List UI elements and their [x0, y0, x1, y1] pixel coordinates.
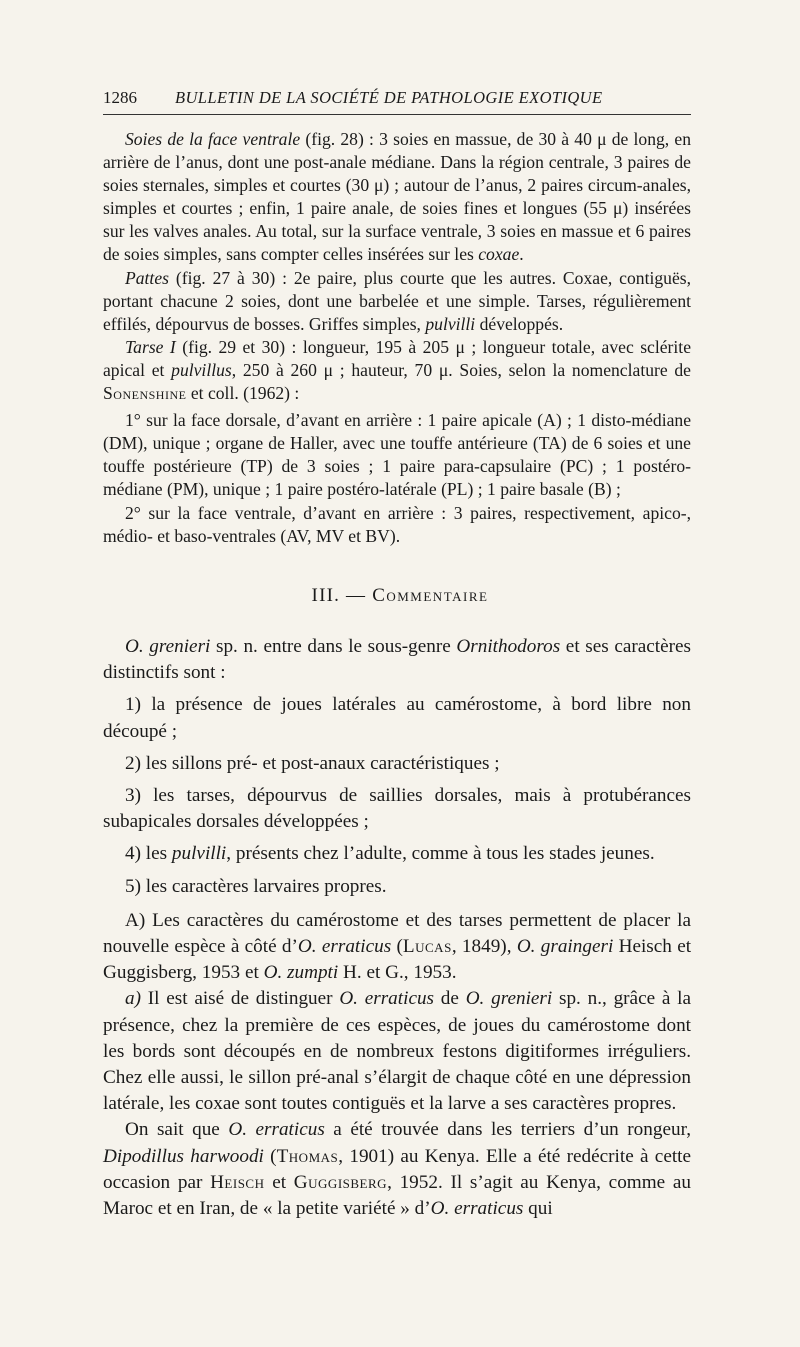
- paragraph-dorsal: 1° sur la face dorsale, d’avant en arrière : 1 paire apicale (A) ; 1 disto-médiane (DM), unique ; organe de Haller, avec une touffe antérieure (TA) de 6 soies et une touffe postérieure (TP) de 3 soies ; 1 paire para-capsulaire (PC) ; 1 postéro-médiane (PM), unique ; 1 paire postéro-latérale (PL) ; 1 paire basale (B) ;: [103, 410, 691, 500]
- species-dipodillus: Dipodillus harwoodi: [103, 1145, 264, 1167]
- term-coxae: coxae: [478, 244, 520, 265]
- author-sonenshine: Sonenshine: [103, 383, 187, 404]
- list-item-4-post: , présents chez l’adulte, comme à tous les stades jeunes.: [226, 843, 655, 865]
- text-last-2: a été trouvée dans les terriers d’un rongeur,: [324, 1119, 691, 1141]
- list-item-4-pre: 4) les: [125, 843, 172, 865]
- text-intro-2: et ses caractères distinctifs sont :: [103, 636, 691, 684]
- text-a-2: de: [434, 988, 466, 1010]
- genus-ornithodoros: Ornithodoros: [456, 636, 561, 657]
- text-A-5: H. et G., 1953.: [338, 962, 457, 984]
- paragraph-soies: [103, 128, 691, 267]
- species-zumpti: O. zumpti: [263, 962, 339, 984]
- page-header: [103, 86, 691, 110]
- list-item-1: 1) la présence de joues latérales au camérostome, à bord libre non découpé ;: [103, 694, 691, 742]
- section-number: III. —: [311, 585, 373, 606]
- term-pulvilli-2: pulvilli: [171, 843, 227, 865]
- running-head: BULLETIN DE LA SOCIÉTÉ DE PATHOLOGIE EXOTIQUE: [175, 88, 603, 107]
- paragraph-a: [103, 986, 691, 1117]
- term-pulvillus: pulvillus: [171, 359, 232, 380]
- term-pulvilli: pulvilli: [425, 313, 476, 334]
- species-grenieri: O. grenieri: [125, 636, 211, 657]
- section-name: Commentaire: [372, 585, 489, 606]
- author-thomas: Thomas: [276, 1145, 339, 1167]
- text-tarse-3: et coll. (1962) :: [186, 383, 300, 404]
- text-pattes-end: développés.: [475, 313, 564, 334]
- text-a-3: sp. n., grâce à la présence, chez la première de ces espèces, de joues du camérostome dont les bords sont découpés en de nombreux festons digitiformes irréguliers. Chez elle aussi, le sillon pré-anal s’élargit de chaque côté en une dépression latérale, les coxae sont toutes contiguës et la larve a ses caractères propres.: [103, 988, 691, 1115]
- list-item-4: [103, 841, 691, 867]
- text-last-6: , 1952. Il s’agit au Kenya, comme au Maroc et en Iran, de « la petite variété » d’: [103, 1171, 691, 1220]
- section-title: [0, 585, 800, 607]
- species-grenieri-2: O. grenieri: [465, 988, 553, 1010]
- author-heisch: Heisch: [210, 1171, 265, 1193]
- text-A-4: Heisch et Guggisberg, 1953 et: [103, 936, 692, 984]
- text-soies-end: .: [519, 244, 524, 265]
- list-item-5: 5) les caractères larvaires propres.: [125, 875, 387, 897]
- paragraph-A: [103, 908, 691, 987]
- heading-pattes: Pattes: [125, 267, 169, 288]
- paragraph-ventral: 2° sur la face ventrale, d’avant en arrière : 3 paires, respectivement, apico-, médio- et baso-ventrales (AV, MV et BV).: [103, 502, 691, 546]
- text-A-3: , 1849),: [451, 936, 517, 958]
- species-erraticus: O. erraticus: [297, 936, 392, 958]
- paragraph-pattes: [103, 267, 691, 336]
- text-intro-1: sp. n. entre dans le sous-genre: [210, 636, 457, 657]
- text-last-3: (: [263, 1145, 277, 1167]
- text-last-4: , 1901) au Kenya. Elle a été redécrite à cette occasion par: [103, 1145, 692, 1193]
- text-a-1: Il est aisé de distinguer: [140, 988, 340, 1010]
- species-graingeri: O. graingeri: [516, 936, 614, 958]
- heading-soies: Soies de la face ventrale: [125, 129, 301, 149]
- heading-tarse: Tarse I: [125, 336, 176, 357]
- author-lucas: Lucas: [402, 936, 452, 958]
- header-rule: [103, 114, 691, 115]
- paragraph-tarse: [103, 336, 691, 405]
- text-A-2: (: [391, 936, 403, 958]
- list-item-3: 3) les tarses, dépourvus de saillies dorsales, mais à protubérances subapicales dorsales développées ;: [103, 785, 691, 833]
- species-erraticus-2: O. erraticus: [339, 988, 435, 1010]
- text-soies: (fig. 28) : 3 soies en massue, de 30 à 40 μ de long, en arrière de l’anus, dont une post-anale médiane. Dans la région centrale, 3 paires de soies sternales, simples et courtes (30 μ) ; autour de l’anus, 2 paires circum-anales, simples et courtes ; enfin, 1 paire anale, de soies fines et longues (55 μ) insérées sur les valves anales. Au total, sur la surface ventrale, 3 soies en massue et 6 paires de soies simples, sans compter celles insérées sur les: [103, 129, 691, 265]
- commentary-block: [103, 634, 691, 1222]
- description-block: [103, 128, 691, 548]
- list-item-2: 2) les sillons pré- et post-anaux caractéristiques ;: [125, 752, 500, 774]
- author-guggisberg: Guggisberg: [293, 1171, 388, 1193]
- text-pattes: (fig. 27 à 30) : 2e paire, plus courte que les autres. Coxae, contiguës, portant chacune 2 soies, dont une barbelée et une simple. Tarses, régulièrement effilés, dépourvus de bosses. Griffes simples,: [103, 267, 691, 334]
- paragraph-last: [103, 1117, 691, 1222]
- text-A-1: A) Les caractères du camérostome et des tarses permettent de placer la nouvelle espèce à côté d’: [103, 909, 691, 958]
- label-a: a): [125, 988, 141, 1010]
- paragraph-intro: [103, 634, 691, 686]
- text-tarse-1: (fig. 29 et 30) : longueur, 195 à 205 μ ; longueur totale, avec sclérite apical et: [103, 336, 692, 380]
- text-last-5: et: [264, 1171, 294, 1193]
- text-tarse-2: , 250 à 260 μ ; hauteur, 70 μ. Soies, selon la nomenclature de: [231, 359, 691, 380]
- species-erraticus-3: O. erraticus: [228, 1119, 325, 1141]
- species-erraticus-4: O. erraticus: [430, 1198, 524, 1220]
- text-last-1: On sait que: [125, 1119, 229, 1141]
- page-number: 1286: [103, 88, 137, 107]
- text-last-7: qui: [523, 1198, 553, 1220]
